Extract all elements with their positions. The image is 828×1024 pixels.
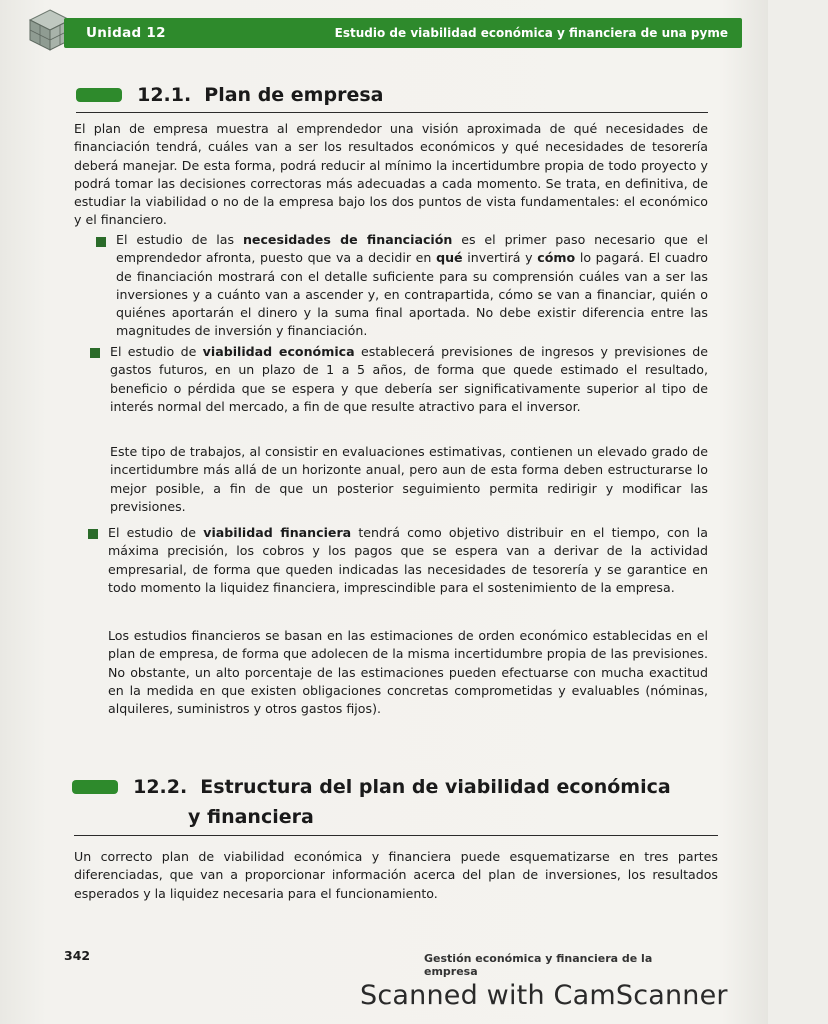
text: El estudio de bbox=[110, 344, 203, 359]
bullet-square-icon bbox=[90, 348, 100, 358]
text: lo pagará. El cuadro de financiación mostrará con el detalle suficiente para su comprensión cuáles van a ser las inversiones y a cuánto van a ascender y, en contrapartida, cómo se van a financiar, quién o quiénes aportarán el dinero y la suma final aportada. No debe existir diferencia entre las magnitudes de inversión y financiación. bbox=[116, 250, 709, 339]
text: invertirá y bbox=[462, 250, 538, 266]
bold-term: qué bbox=[436, 250, 463, 266]
section-tag-icon bbox=[72, 780, 118, 794]
text: tendrá como objetivo distribuir en el tiempo, con la máxima precisión, los cobros y los pagos que se espera van a derivar de la actividad empresarial, de forma que queden indicadas las necesidades de tesorería y se garantice en todo momento la liquidez financiera, imprescindible para el sostenimiento de la empresa. bbox=[108, 525, 708, 595]
bullet-financing-needs bbox=[116, 231, 708, 341]
section-number: 12.2. bbox=[133, 776, 188, 798]
section-2-intro: Un correcto plan de viabilidad económica y financiera puede esquematizarse en tres partes diferenciadas, que van a proporcionar información acerca del plan de inversiones, los resultados esperados y la liquidez necesaria para el funcionamiento. bbox=[74, 849, 718, 901]
section-title: Plan de empresa bbox=[204, 84, 384, 106]
unit-header-band bbox=[64, 18, 742, 48]
unit-subject: Estudio de viabilidad económica y financiera de una pyme bbox=[334, 26, 728, 40]
bullet-financial-viability bbox=[108, 524, 708, 597]
bold-term: viabilidad económica bbox=[202, 344, 355, 359]
text: El estudio de bbox=[108, 525, 204, 540]
bold-term: cómo bbox=[537, 250, 576, 266]
section-number: 12.1. bbox=[137, 84, 192, 106]
financial-viability-note: Los estudios financieros se basan en las estimaciones de orden económico establecidas en el plan de empresa, de forma que adolecen de la misma incertidumbre propia de las previsiones. No obstante, un alto porcentaje de las estimaciones pueden efectuarse con mucha exactitud en la medida en que existen obligaciones concretas comprometidas y evaluables (nóminas, alquileres, suministros y otros gastos fijos). bbox=[108, 628, 708, 717]
section-tag-icon bbox=[76, 88, 122, 102]
bold-term: viabilidad financiera bbox=[203, 525, 352, 540]
scanner-watermark: Scanned with CamScanner bbox=[360, 980, 728, 1011]
bullet-square-icon bbox=[88, 529, 98, 539]
section-12-2-heading-cont bbox=[188, 806, 828, 828]
unit-label: Unidad 12 bbox=[86, 25, 166, 41]
bullet-economic-viability bbox=[110, 343, 708, 416]
book-title-footer: Gestión económica y financiera de la empresa bbox=[424, 952, 653, 978]
section-12-1-heading bbox=[76, 84, 716, 106]
section-divider bbox=[74, 835, 718, 836]
section-title-line-2: y financiera bbox=[188, 806, 314, 828]
section-1-intro: El plan de empresa muestra al emprendedor una visión aproximada de qué necesidades de financiación tendrá, cuáles van a ser los resultados económicos y qué necesidades de tesorería deberá manejar. De esta forma, podrá reducir al mínimo la incertidumbre propia de todo proyecto y podrá tomar las decisiones correctoras más adecuadas a cada momento. Se trata, en definitiva, de estudiar la viabilidad o no de la empresa bajo los dos puntos de vista fundamentales: el económico y el financiero. bbox=[74, 121, 708, 228]
text: es el primer paso necesario que el emprendedor afronta, puesto que va a decidir en bbox=[116, 232, 708, 266]
page-number: 342 bbox=[64, 948, 91, 963]
bullet-square-icon bbox=[96, 237, 106, 247]
economic-viability-note: Este tipo de trabajos, al consistir en evaluaciones estimativas, contienen un elevado grado de incertidumbre más allá de un horizonte anual, pero aun de esta forma deben estructurarse lo mejor posible, a fin de que un posterior seguimiento permita redirigir y modificar las previsiones. bbox=[110, 444, 708, 514]
text: establecerá previsiones de ingresos y previsiones de gastos futuros, en un plazo de 1 a 5 años, de forma que quede estimado el resultado, beneficio o pérdida que se espera y que debería ser significativamente superior al tipo de interés normal del mercado, a fin de que resulte atractivo para el inversor. bbox=[110, 344, 708, 414]
section-12-2-heading bbox=[72, 776, 712, 798]
bold-term: necesidades de financiación bbox=[242, 232, 453, 247]
section-divider bbox=[76, 112, 708, 113]
text: El estudio de las bbox=[116, 232, 243, 247]
section-title-line-1: Estructura del plan de viabilidad económica bbox=[200, 776, 671, 798]
